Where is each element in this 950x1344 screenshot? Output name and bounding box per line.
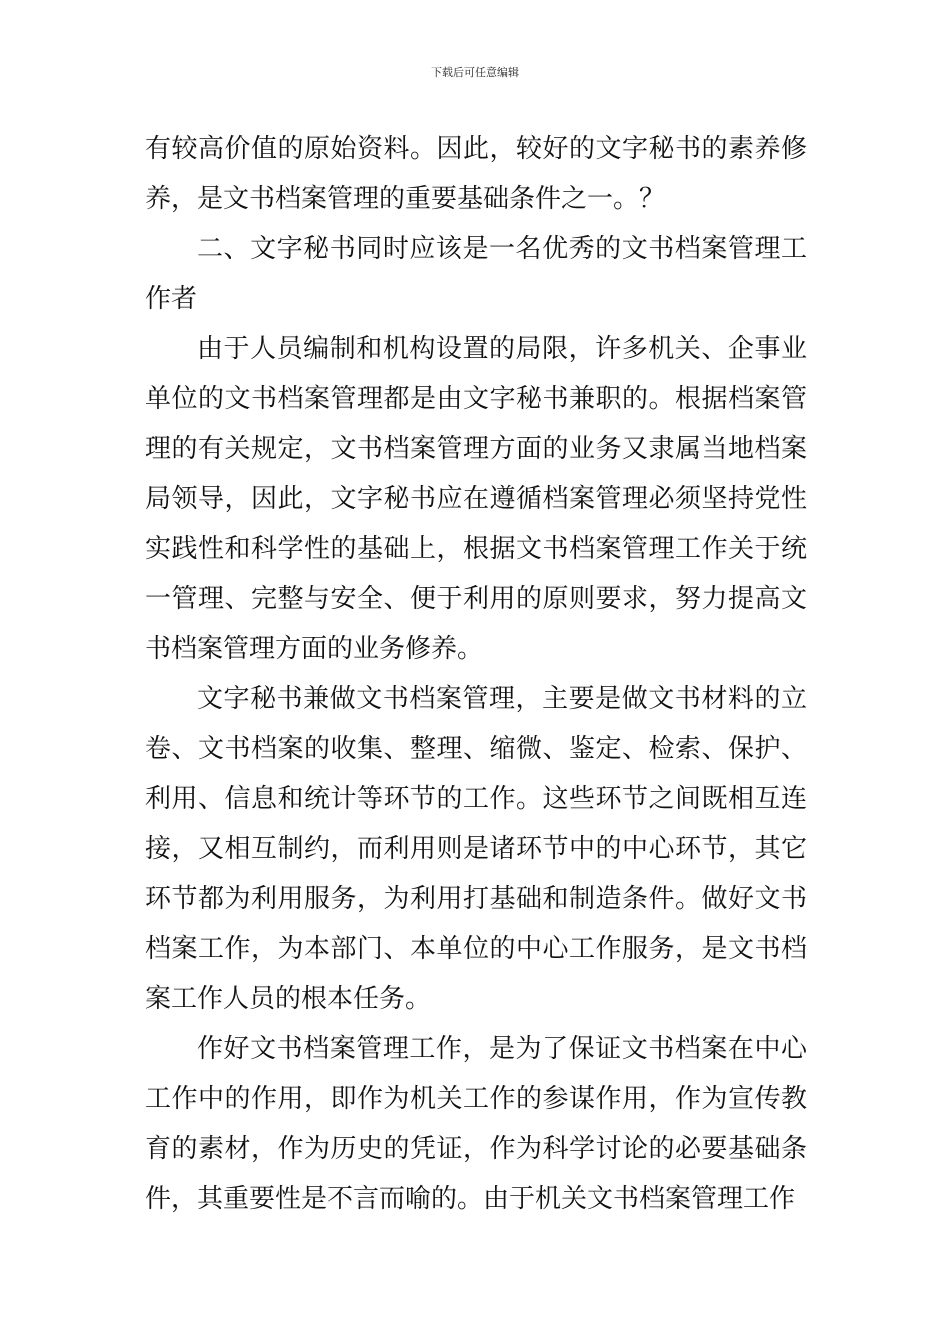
- paragraph-duties: 文字秘书兼做文书档案管理，主要是做文书材料的立卷、文书档案的收集、整理、缩微、鉴定、检索、保护、利用、信息和统计等环节的工作。这些环节之间既相互连接，又相互制约，而利用则是诸环节中的中心环节，其它环节都为利用服务，为利用打基础和制造条件。做好文书档案工作，为本部门、本单位的中心工作服务，是文书档案工作人员的根本任务。: [145, 684, 807, 1014]
- paragraph-staffing: 由于人员编制和机构设置的局限，许多机关、企事业单位的文书档案管理都是由文字秘书兼职的。根据档案管理的有关规定，文书档案管理方面的业务又隶属当地档案局领导，因此，文字秘书应在遵循档案管理必须坚持党性实践性和科学性的基础上，根据文书档案管理工作关于统一管理、完整与安全、便于利用的原则要求，努力提高文书档案管理方面的业务修养。: [145, 334, 807, 664]
- paragraph-continuation: 有较高价值的原始资料。因此，较好的文字秘书的素养修养，是文书档案管理的重要基础条件之一。？: [145, 134, 807, 214]
- page-header: 下载后可任意编辑: [431, 66, 519, 79]
- paragraph-importance: 作好文书档案管理工作，是为了保证文书档案在中心工作中的作用，即作为机关工作的参谋作用，作为宣传教育的素材，作为历史的凭证，作为科学讨论的必要基础条件，其重要性是不言而喻的。由于机关文书档案管理工作: [145, 1034, 807, 1214]
- document-body: [145, 124, 807, 1224]
- section-heading: 二、文字秘书同时应该是一名优秀的文书档案管理工作者: [145, 234, 807, 314]
